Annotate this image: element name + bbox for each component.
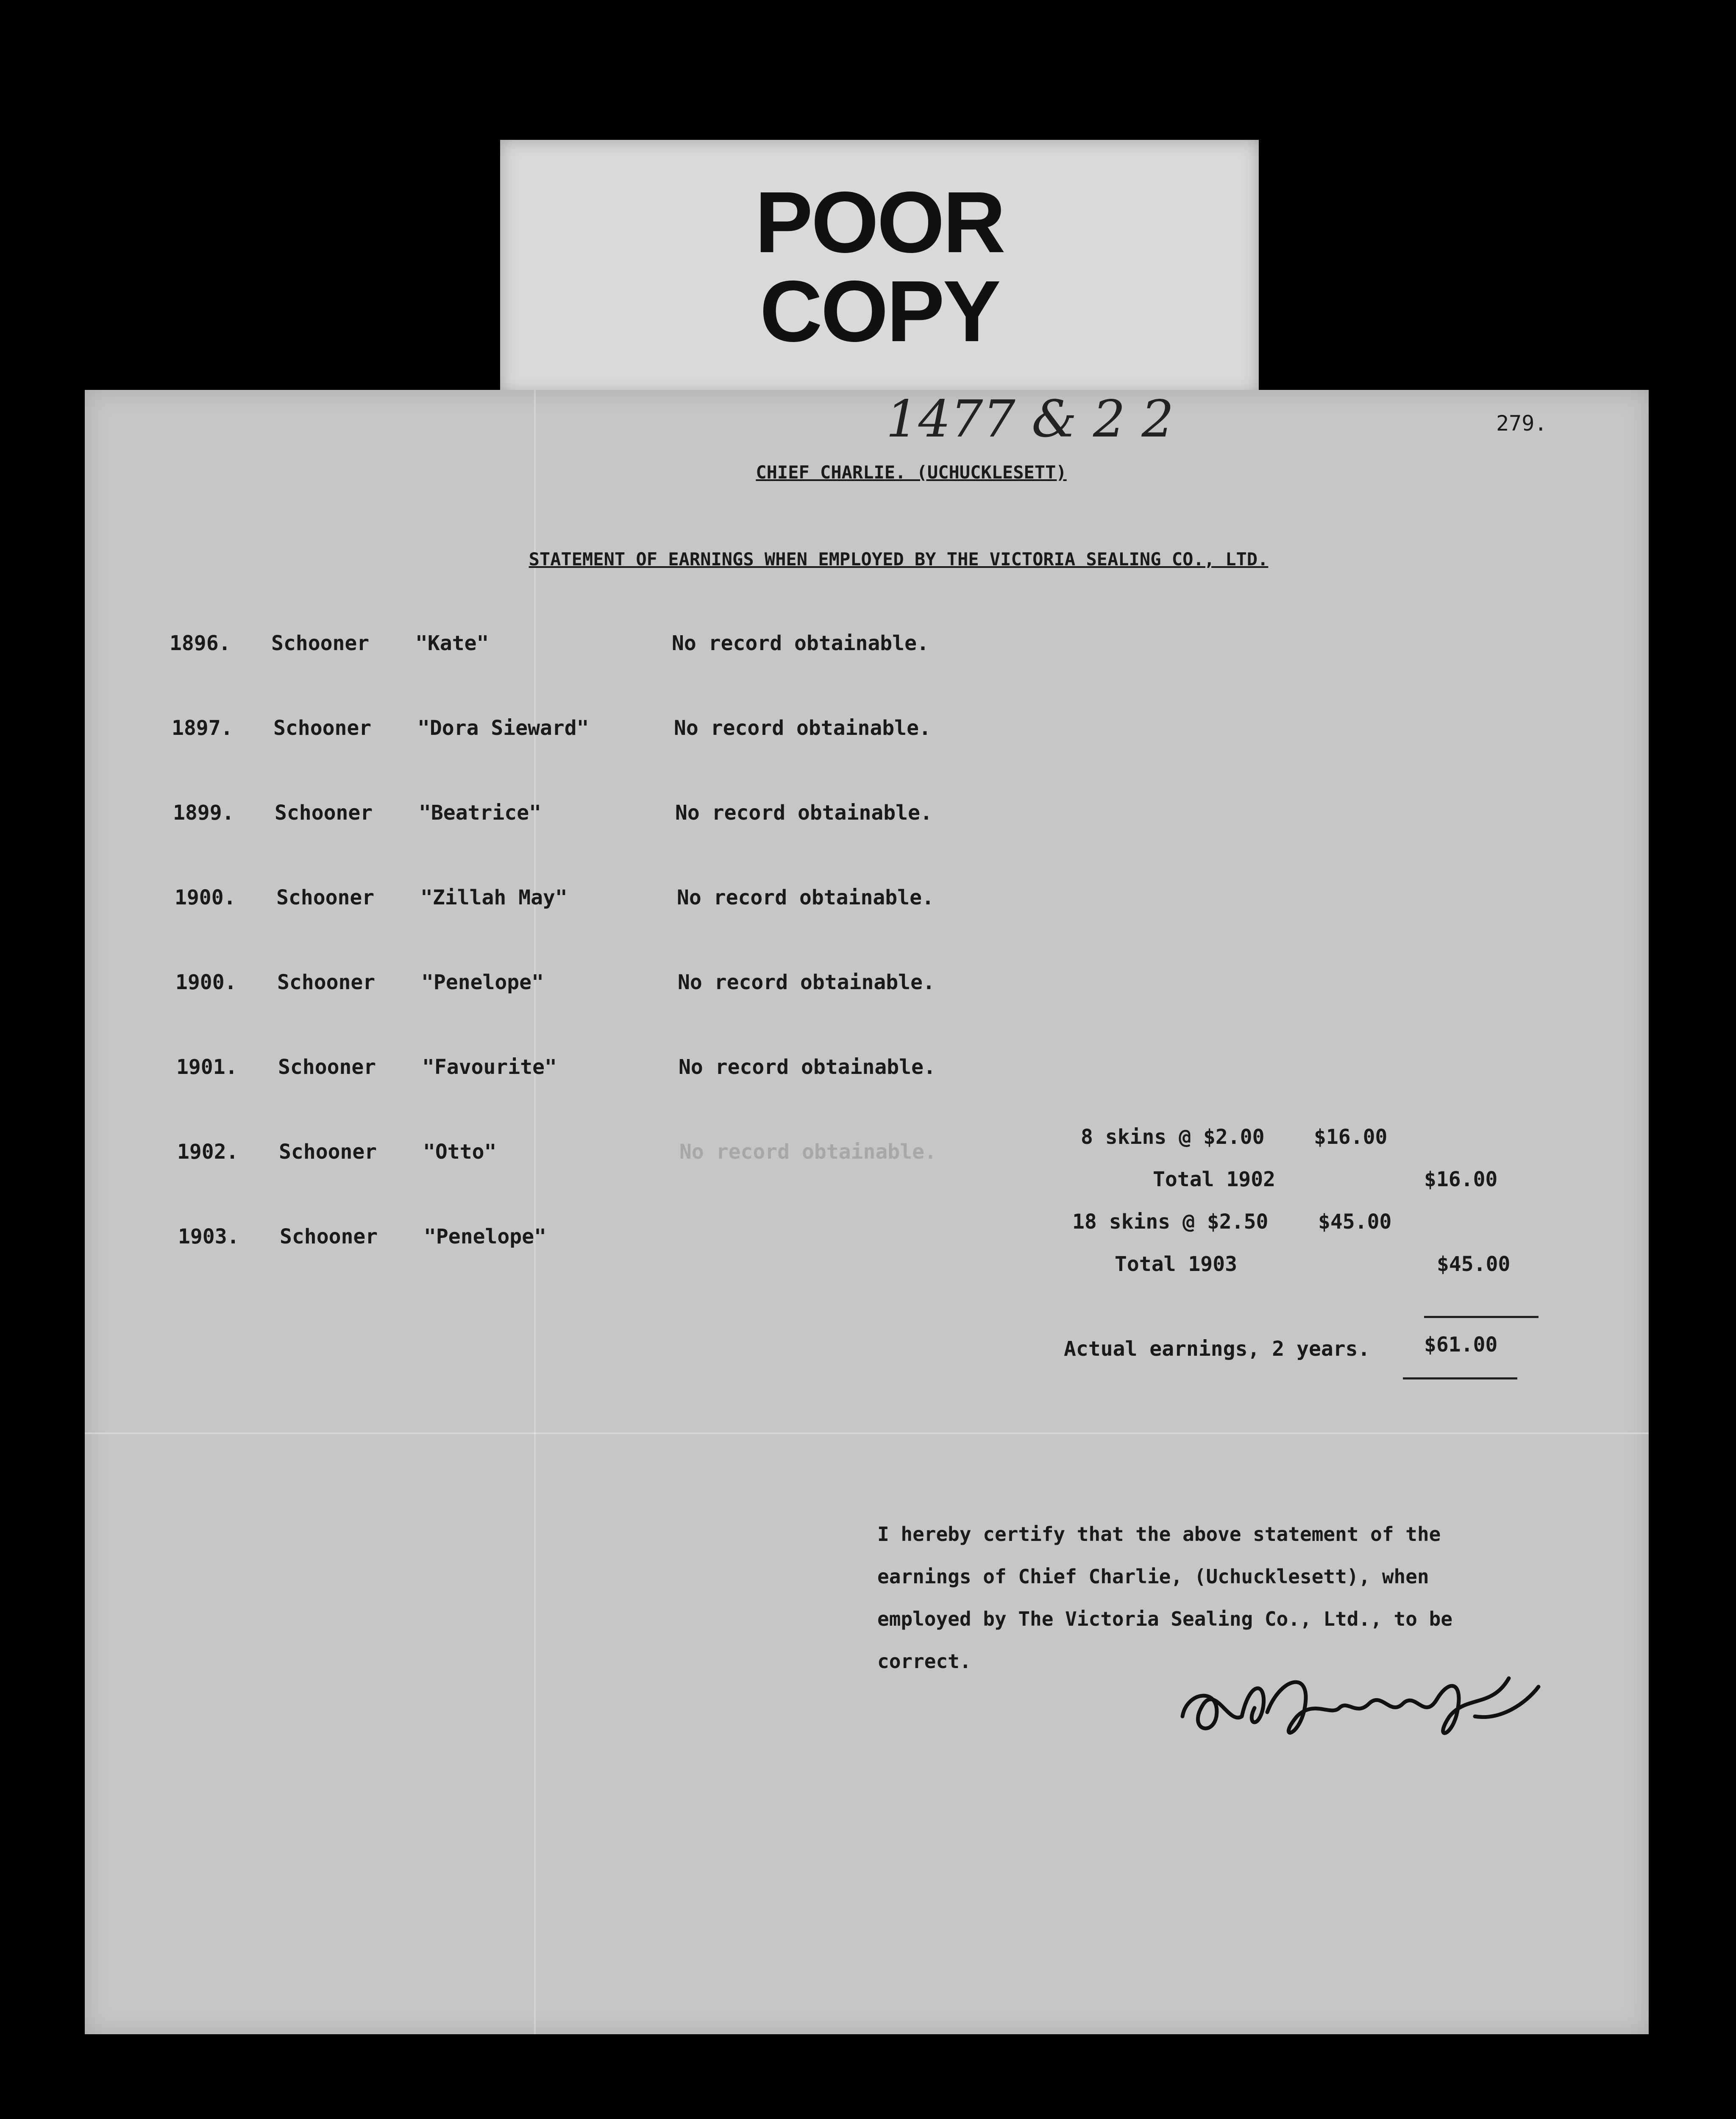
certification-line: employed by The Victoria Sealing Co., Ltd., to be [877,1607,1453,1630]
document-page [85,390,1649,2034]
row-status: No record obtainable. [678,971,935,994]
row-vessel-name: "Otto" [423,1140,497,1164]
row-status: No record obtainable. [674,716,931,740]
row-vessel-name: "Penelope" [424,1225,546,1249]
row-status: No record obtainable. [677,886,934,909]
actual-earnings-label: Actual earnings, 2 years. [1064,1337,1370,1361]
calc-1903-total-value: $45.00 [1437,1252,1511,1276]
certification-line: earnings of Chief Charlie, (Uchucklesett), when [877,1565,1429,1588]
sum-rule-top [1424,1316,1538,1318]
row-year: 1896. [170,631,231,655]
fold-line-horizontal [85,1432,1649,1434]
calc-1902-total-label: Total 1902 [1153,1168,1275,1191]
calc-1902-total-value: $16.00 [1424,1168,1498,1191]
row-vessel-type: Schooner [273,716,372,740]
row-year: 1901. [176,1055,238,1079]
row-vessel-type: Schooner [271,631,370,655]
row-vessel-name: "Favourite" [422,1055,557,1079]
row-vessel-name: "Dora Sieward" [417,716,589,740]
row-vessel-type: Schooner [278,1055,376,1079]
row-status: No record obtainable. [672,631,929,655]
row-vessel-name: "Kate" [415,631,489,655]
calc-1902-amount: $16.00 [1314,1125,1388,1149]
row-year: 1902. [177,1140,239,1164]
certification-line: I hereby certify that the above statement of the [877,1523,1441,1546]
row-vessel-type: Schooner [276,886,375,909]
row-status-struck: No record obtainable. [679,1140,937,1164]
page-number: 279. [1496,411,1547,436]
row-vessel-name: "Penelope" [421,971,544,994]
row-year: 1900. [175,971,237,994]
row-status: No record obtainable. [675,801,932,825]
certification-line: correct. [877,1650,971,1673]
handwritten-reference: 1477 & 2 2 [886,390,1174,449]
actual-earnings-value: $61.00 [1424,1333,1498,1357]
row-vessel-name: "Beatrice" [419,801,541,825]
row-status: No record obtainable. [679,1055,936,1079]
calc-1903-amount: $45.00 [1318,1210,1392,1234]
poor-copy-label [500,140,1259,394]
row-vessel-type: Schooner [279,1140,377,1164]
document-title: CHIEF CHARLIE. (UCHUCKLESETT) [756,462,1067,483]
signature-image [1170,1653,1551,1746]
calc-1902-skins: 8 skins @ $2.00 [1081,1125,1265,1149]
row-year: 1900. [175,886,236,909]
sum-rule-bottom [1403,1377,1517,1379]
calc-1903-total-label: Total 1903 [1115,1252,1237,1276]
poor-copy-line1: POOR [755,174,1004,271]
row-vessel-type: Schooner [280,1225,378,1249]
row-vessel-type: Schooner [275,801,373,825]
row-year: 1897. [172,716,233,740]
document-subtitle: STATEMENT OF EARNINGS WHEN EMPLOYED BY THE VICTORIA SEALING CO., LTD. [529,549,1269,570]
row-year: 1899. [173,801,234,825]
fold-line-vertical [534,390,536,2034]
row-year: 1903. [178,1225,239,1249]
calc-1903-skins: 18 skins @ $2.50 [1072,1210,1269,1234]
row-vessel-name: "Zillah May" [420,886,568,909]
row-vessel-type: Schooner [277,971,376,994]
poor-copy-line2: COPY [760,263,999,360]
